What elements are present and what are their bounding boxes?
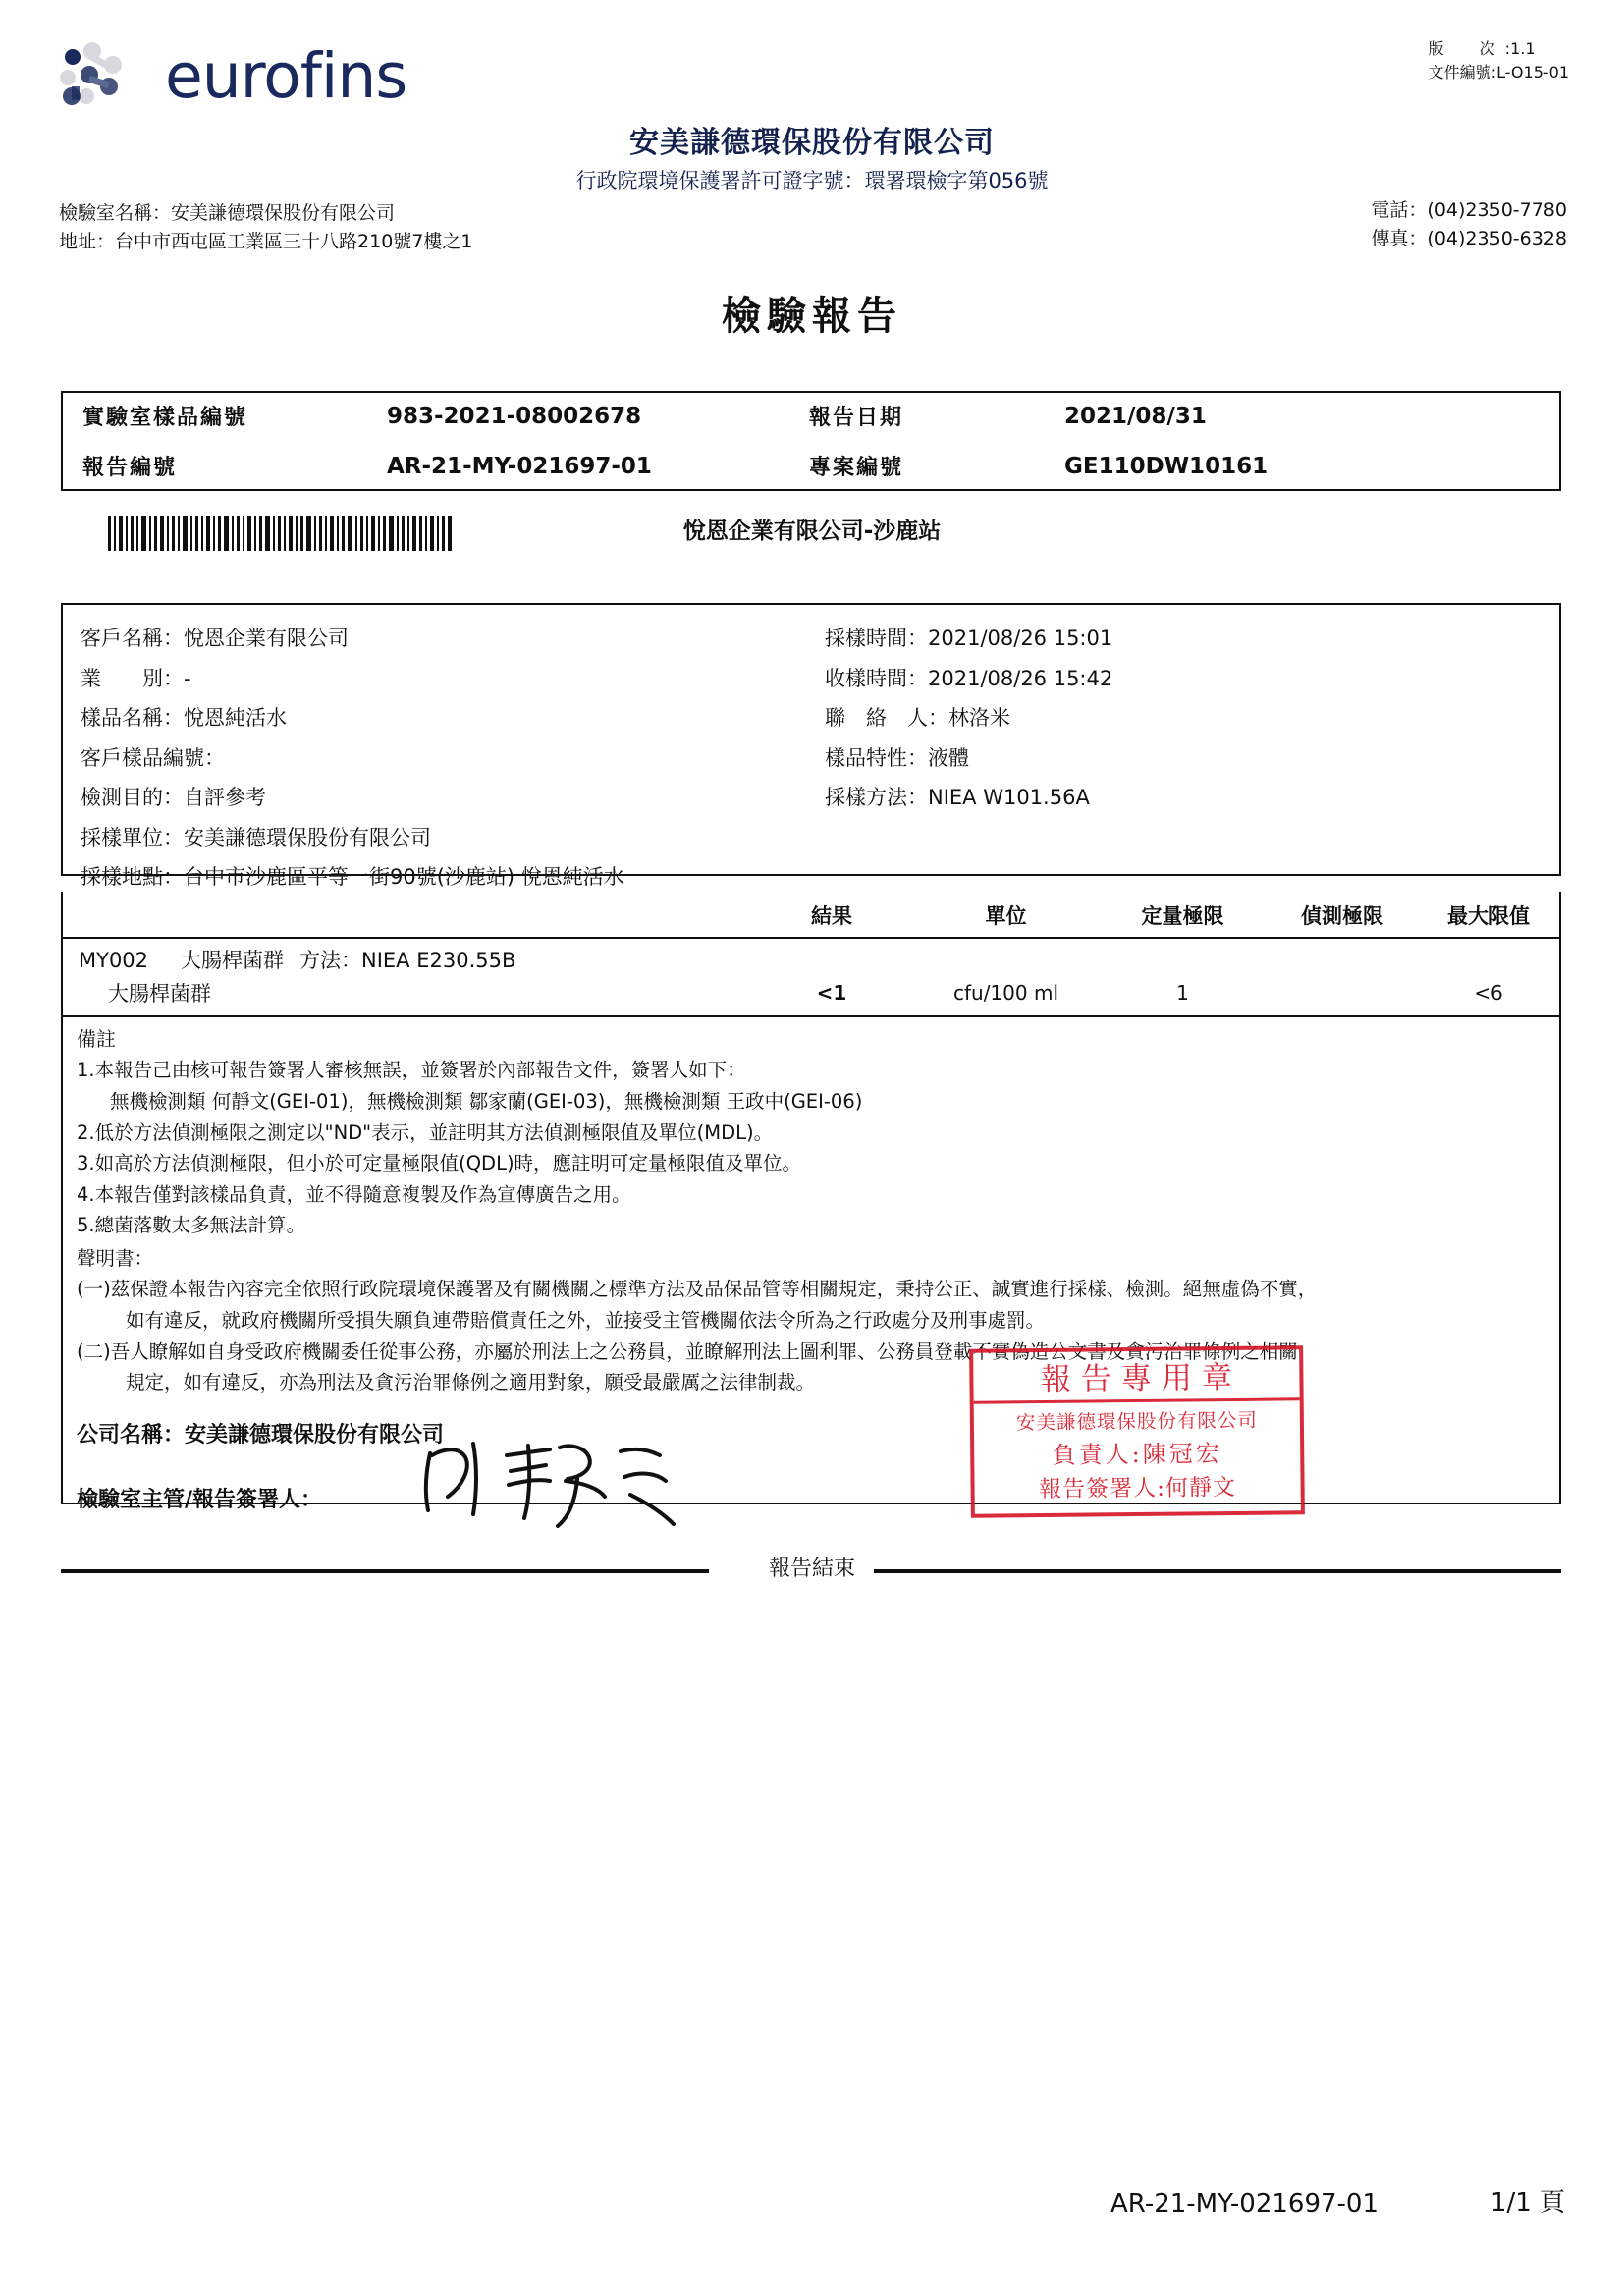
contact-person-label: 聯 絡 人： (825, 706, 948, 731)
sampling-location-label: 採樣地點： (81, 865, 184, 890)
sample-no-value: 983-2021-08002678 (387, 403, 642, 429)
col-unit: 單位 (985, 904, 1027, 928)
table-row (61, 972, 1561, 1013)
report-no-label: 報告編號 (82, 456, 178, 480)
sample-property-label: 樣品特性： (825, 745, 928, 770)
handwritten-signature (412, 1426, 707, 1534)
field-customer-name (81, 619, 624, 659)
lab-address-label: 地址： (59, 231, 116, 253)
receipt-time-label: 收樣時間： (825, 666, 928, 690)
sampling-time-label: 採樣時間： (825, 627, 928, 650)
organization-title: 安美謙德環保股份有限公司 (629, 126, 995, 160)
version-label: 版 次 (1428, 39, 1505, 58)
col-quantitation-limit: 定量極限 (1141, 904, 1224, 928)
stamp-responsible (984, 1433, 1290, 1470)
telephone-label: 電話： (1371, 199, 1428, 221)
field-contact-person (825, 698, 1112, 738)
note-item-2: 2.低於方法偵測極限之測定以"ND"表示，並註明其方法偵測極限值及單位(MDL)。 (77, 1120, 774, 1144)
field-receipt-time (825, 659, 1112, 699)
result-max-limit: <6 (1474, 981, 1503, 1005)
result-analyte-name: 大腸桿菌群 (108, 982, 211, 1006)
stamp-title: 報告專用章 (973, 1349, 1300, 1403)
report-date-value: 2021/08/31 (1064, 403, 1207, 429)
field-sampling-method (825, 778, 1112, 818)
industry-label: 業 別： (81, 666, 184, 690)
stamp-company: 安美謙德環保股份有限公司 (1015, 1408, 1259, 1435)
report-date-label: 報告日期 (809, 406, 904, 430)
field-test-purpose (81, 778, 624, 818)
result-method-line (79, 945, 515, 974)
docno-value: L-O15-01 (1496, 63, 1569, 82)
declaration-title: 聲明書： (77, 1246, 154, 1270)
sample-no-label: 實驗室樣品編號 (82, 406, 248, 430)
field-sampling-unit (81, 818, 624, 858)
report-no-value: AR-21-MY-021697-01 (387, 453, 652, 479)
declaration-line-2: (二)吾人瞭解如自身受政府機關委任從事公務，亦屬於刑法上之公務員，並瞭解刑法上圖利罪、公務員登載不實偽造公文書及貪污治罪條例之相關 (77, 1339, 1298, 1363)
lab-name-label: 檢驗室名稱： (59, 202, 172, 224)
col-detection-limit: 偵測極限 (1301, 904, 1383, 928)
result-method-label: 方法： (299, 949, 361, 972)
sampling-time-value: 2021/08/26 15:01 (928, 627, 1113, 650)
declaration-line-2b: 規定，如有違反，亦為刑法及貪污治罪條例之適用對象，願受最嚴厲之法律制裁。 (126, 1371, 816, 1394)
field-sample-property (825, 738, 1112, 779)
test-purpose-value: 自評參考 (184, 786, 266, 810)
sampling-method-value: NIEA W101.56A (928, 786, 1090, 810)
signoff-company-label: 公司名稱： (77, 1423, 186, 1448)
note-item-5: 5.總菌落數太多無法計算。 (77, 1214, 306, 1237)
identification-table (61, 391, 1561, 491)
declaration-line-1: (一)茲保證本報告內容完全依照行政院環境保護署及有關機關之標準方法及品保品管等相關規定，秉持公正、誠實進行採樣、檢測。絕無虛偽不實， (77, 1278, 1318, 1301)
sampling-unit-label: 採樣單位： (81, 825, 184, 849)
project-no-value: GE110DW10161 (1064, 453, 1269, 479)
lab-address-row (59, 228, 472, 256)
eurofins-logo (57, 35, 406, 116)
notes-title: 備註 (77, 1027, 116, 1051)
telephone-value: (04)2350-7780 (1427, 199, 1567, 221)
declaration-line-1b: 如有違反，就政府機關所受損失願負連帶賠償責任之外，並接受主管機關依法令所為之行政處分及刑事處罰。 (126, 1309, 1046, 1333)
version-row: 版 次:1.1 (1428, 39, 1536, 58)
fax-label: 傳真： (1371, 228, 1428, 250)
page-title: 檢驗報告 (722, 294, 902, 339)
signoff-company-value: 安美謙德環保股份有限公司 (185, 1423, 445, 1448)
end-of-report-text: 報告結束 (768, 1557, 855, 1581)
note-item-1-signers: 無機檢測類 何靜文(GEI-01)，無機檢測類 鄒家蘭(GEI-03)，無機檢測類 王政中(GEI-06) (110, 1089, 863, 1113)
document-meta (1429, 37, 1569, 84)
field-industry (81, 659, 624, 699)
stamp-signer (984, 1468, 1290, 1503)
signoff-company (77, 1418, 444, 1448)
version-value: 1.1 (1510, 39, 1536, 58)
signoff-signer-label: 檢驗室主管/報告簽署人： (77, 1488, 323, 1512)
contact-person-value: 林洛米 (948, 706, 1010, 731)
customer-info-right (825, 619, 1112, 818)
sampling-unit-value: 安美謙德環保股份有限公司 (184, 825, 431, 849)
lab-name-row (59, 199, 472, 228)
footer-report-number: AR-21-MY-021697-01 (1110, 2189, 1379, 2218)
signoff-signer (77, 1483, 322, 1513)
stamp-responsible-label: 負責人: (1052, 1440, 1143, 1469)
sample-name-label: 樣品名稱： (81, 706, 184, 731)
note-item-4: 4.本報告僅對該樣品負責，並不得隨意複製及作為宣傳廣告之用。 (77, 1182, 631, 1206)
stamp-responsible-name: 陳冠宏 (1142, 1440, 1222, 1468)
result-value: <1 (816, 981, 847, 1005)
results-table-header (61, 892, 1561, 939)
receipt-time-value: 2021/08/26 15:42 (928, 666, 1113, 690)
col-result: 結果 (811, 904, 852, 928)
customer-name-value: 悅恩企業有限公司 (184, 627, 349, 650)
note-item-1: 1.本報告己由核可報告簽署人審核無誤，並簽署於內部報告文件，簽署人如下： (77, 1059, 746, 1082)
contact-info (1371, 196, 1567, 254)
test-purpose-label: 檢測目的： (81, 786, 184, 810)
docno-label: 文件編號 (1428, 63, 1491, 82)
field-sampling-time (825, 619, 1112, 659)
note-item-3: 3.如高於方法偵測極限，但小於可定量極限值(QDL)時，應註明可定量極限值及單位。 (77, 1152, 802, 1175)
customer-sample-no-label: 客戶樣品編號： (81, 745, 225, 770)
docno-row: 文件編號:L-O15-01 (1428, 63, 1569, 82)
sampling-location-value: 台中市沙鹿區平等一街90號(沙鹿站) 悅恩純活水 (184, 865, 624, 890)
lab-address-value: 台中市西屯區工業區三十八路210號7樓之1 (115, 231, 473, 253)
stamp-signer-label: 報告簽署人: (1039, 1475, 1166, 1503)
industry-value: - (184, 666, 191, 690)
official-stamp (969, 1345, 1305, 1518)
result-unit: cfu/100 ml (952, 981, 1059, 1005)
telephone-row (1371, 196, 1567, 225)
notes-section (77, 1023, 1510, 1398)
col-max-limit: 最大限值 (1447, 904, 1530, 928)
sample-name-value: 悅恩純活水 (184, 706, 287, 731)
eurofins-wordmark: eurofins (165, 39, 407, 112)
project-no-label: 專案編號 (809, 456, 904, 480)
result-method-value: NIEA E230.55B (361, 949, 516, 972)
station-name: 悅恩企業有限公司-沙鹿站 (682, 519, 942, 544)
result-quantitation-limit: 1 (1176, 981, 1189, 1005)
footer-page-number: 1/1 頁 (1489, 2188, 1565, 2217)
stamp-signer-name: 何靜文 (1164, 1474, 1237, 1502)
fax-value: (04)2350-6328 (1427, 228, 1567, 250)
stamp-body (974, 1400, 1301, 1503)
lab-name-value: 安美謙德環保股份有限公司 (171, 202, 396, 224)
organization-permit: 行政院環境保護署許可證字號：環署環檢字第056號 (575, 169, 1049, 192)
field-sample-name (81, 698, 624, 738)
field-customer-sample-no (81, 738, 624, 779)
laboratory-info (59, 199, 472, 257)
customer-info-left (81, 619, 624, 898)
customer-name-label: 客戶名稱： (81, 627, 184, 650)
fax-row (1371, 225, 1567, 253)
sample-property-value: 液體 (928, 745, 969, 770)
result-group-name: 大腸桿菌群 (181, 949, 284, 972)
result-code: MY002 (79, 949, 149, 972)
sampling-method-label: 採樣方法： (825, 786, 928, 810)
eurofins-molecule-icon (57, 35, 151, 116)
